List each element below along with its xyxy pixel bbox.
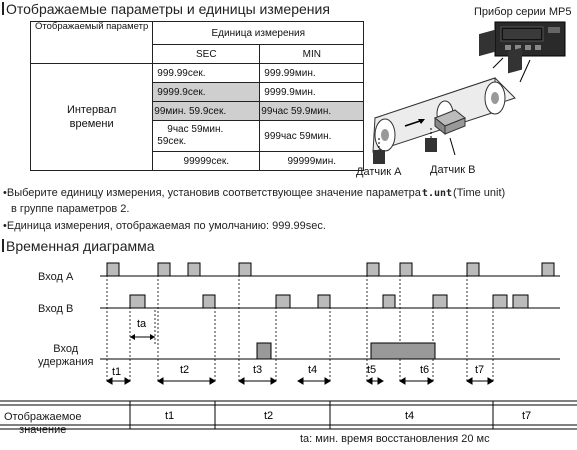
device-title: Прибор серии MP5 [474, 6, 572, 18]
cell-text: 99999сек. [183, 155, 230, 167]
sensor-b-top-icon [508, 48, 522, 74]
cell-text: 99999мин. [287, 155, 337, 167]
row-label-line1: Интервал [66, 104, 117, 116]
ta-label: ta [137, 318, 147, 330]
timing-diagram [0, 255, 577, 450]
header-units-cell [153, 22, 364, 45]
param-code: t.unt [421, 188, 453, 199]
section-title-text: Временная диаграмма [6, 238, 155, 254]
units-table [30, 21, 364, 171]
section-title-parameters [2, 1, 330, 17]
interval-arrows [107, 378, 493, 384]
cell-text: 999.99мин. [264, 67, 316, 79]
note-line-1 [3, 187, 505, 199]
note-line-3: •Единица измерения, отображаемая по умолчанию: 999.99sec. [3, 220, 326, 232]
label-display-line2: значение [19, 424, 67, 436]
section-title-text: Отображаемые параметры и единицы измерения [6, 1, 330, 17]
cell-sec-4 [153, 152, 260, 171]
signal-input-a [100, 263, 560, 276]
label-hold-line2: удержания [38, 356, 94, 368]
cell-text: 999час 59мин. [264, 130, 332, 142]
cell-sec-3 [153, 121, 260, 152]
meter-icon [495, 22, 565, 56]
cell-sec-2 [153, 102, 260, 121]
display-t4: t4 [405, 410, 415, 422]
display-t2: t2 [264, 410, 274, 422]
interval-t5-label: t5 [367, 364, 377, 376]
cell-text: 9999.9сек. [157, 86, 206, 98]
interval-t2-label: t2 [180, 364, 190, 376]
interval-t3-label: t3 [253, 364, 263, 376]
label-display-line1: Отображаемое [4, 411, 82, 423]
section-marker-icon [2, 239, 4, 252]
section-marker-icon [2, 2, 4, 15]
display-value-band [0, 401, 577, 429]
col-min-text: MIN [302, 48, 321, 60]
signal-input-b [100, 295, 560, 308]
conveyor-illustration [345, 20, 577, 180]
interval-labels [112, 364, 484, 378]
cell-sec-1 [153, 83, 260, 102]
timing-guides [107, 263, 493, 383]
note-text: •Выберите единицу измерения, установив соответствующее значение параметра [3, 187, 421, 199]
label-input-b: Вход B [38, 303, 74, 315]
interval-t1-label: t1 [112, 366, 122, 378]
sensor-a-label: Датчик A [356, 166, 402, 178]
cell-text-line1: 9час 59мин. [167, 124, 224, 135]
cell-text: 99мин. 59.9сек. [154, 105, 227, 117]
display-t7: t7 [522, 410, 532, 422]
display-t1: t1 [165, 410, 175, 422]
cell-sec-0 [153, 64, 260, 83]
label-hold-line1: Вход [53, 343, 79, 355]
cell-text: 99час 59.9мин. [261, 105, 332, 117]
sensor-b-label: Датчик B [430, 164, 476, 176]
interval-t4-label: t4 [308, 364, 318, 376]
section-title-timing [2, 238, 155, 254]
conveyor-belt [373, 78, 515, 152]
note-line-2: в группе параметров 2. [11, 203, 130, 215]
display-value-labels [165, 410, 531, 422]
cell-text-line2: 59сек. [157, 136, 187, 147]
interval-t7-label: t7 [475, 364, 485, 376]
interval-t6-label: t6 [420, 364, 430, 376]
note-text: (Time unit) [453, 187, 506, 199]
diagram-footnote: ta: мин. время восстановления 20 мс [300, 433, 490, 445]
row-label-line2: времени [69, 118, 114, 130]
header-param-cell [31, 22, 153, 64]
col-sec-header [153, 45, 260, 64]
cell-text: 999.99сек. [157, 67, 206, 79]
header-units-text: Единица измерения [211, 27, 306, 39]
sensor-a-top-icon [479, 30, 495, 56]
cell-text: 9999.9мин. [264, 86, 316, 98]
label-input-a: Вход A [38, 271, 74, 283]
col-sec-text: SEC [196, 48, 217, 60]
header-param-text: Отображаемый параметр [35, 21, 149, 32]
row-label-interval [31, 64, 153, 171]
